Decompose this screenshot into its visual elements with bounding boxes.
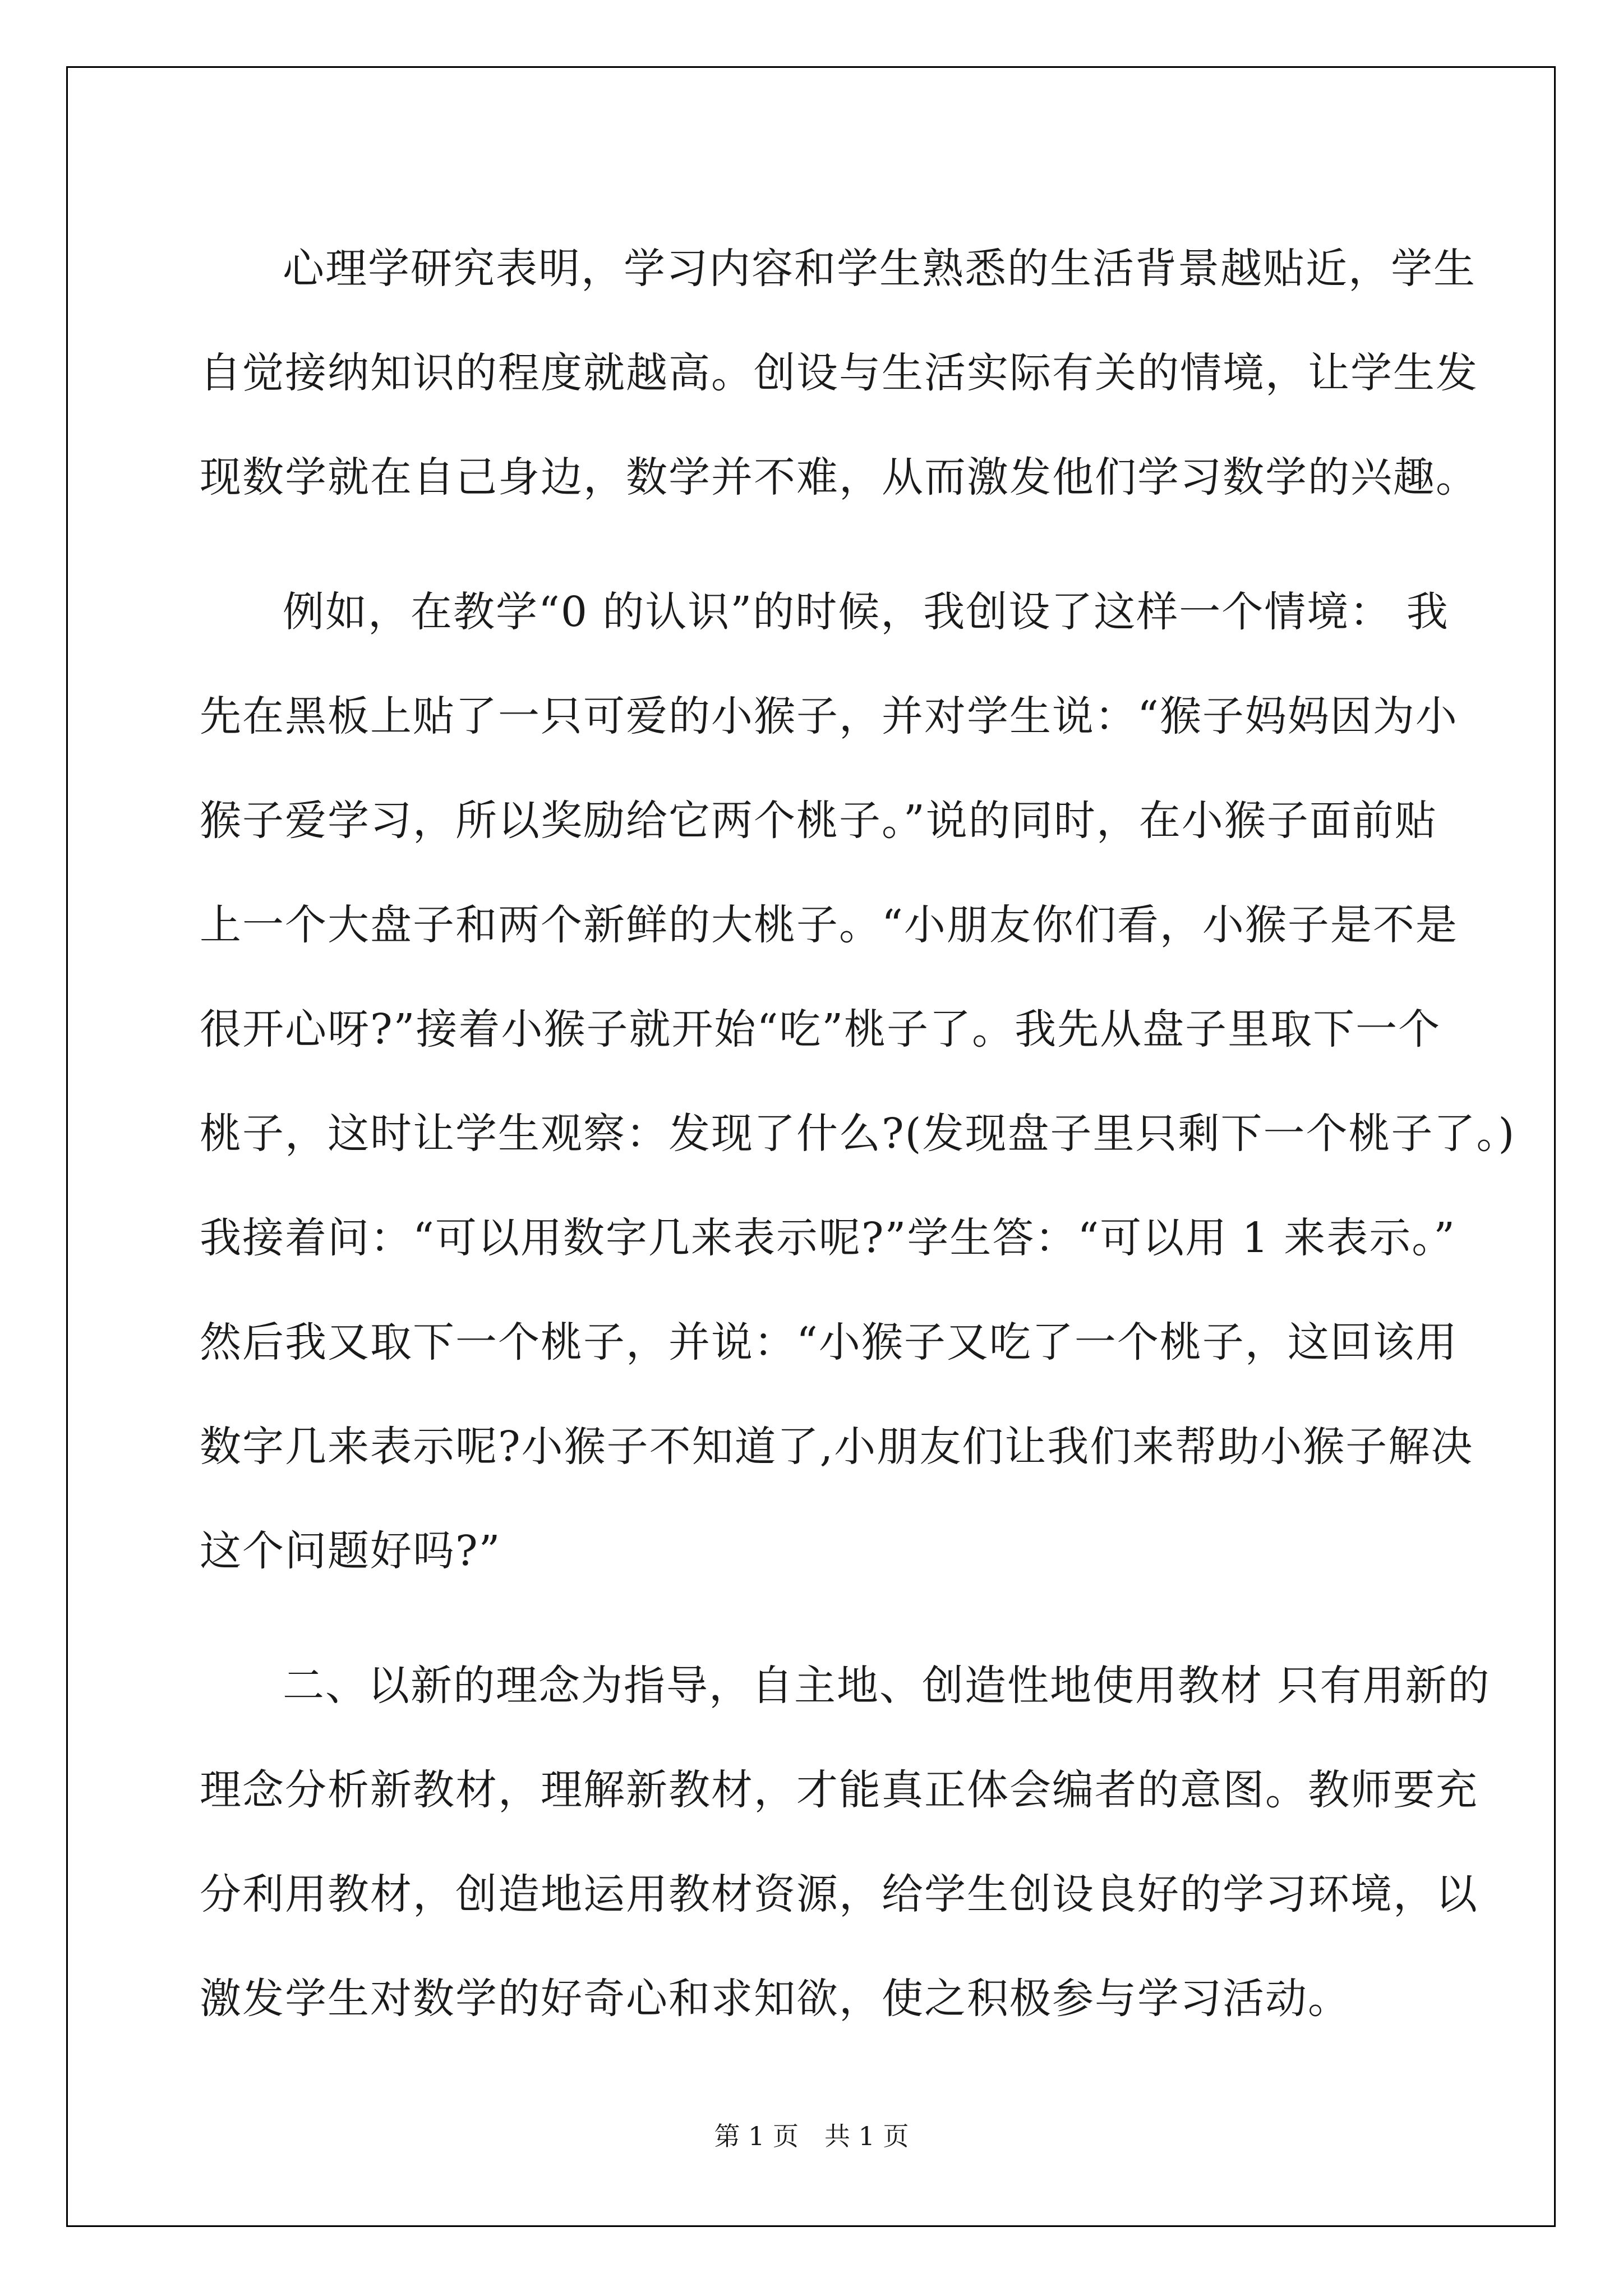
paragraph-2-line-7: 我接着问：“可以用数字几来表示呢?”学生答：“可以用 1 来表示。” [200, 1214, 1456, 1262]
paragraph-3-line-4: 激发学生对数学的好奇心和求知欲，使之积极参与学习活动。 [200, 1975, 1350, 2023]
paragraph-2-line-3: 猴子爱学习，所以奖励给它两个桃子。”说的同时，在小猴子面前贴 [200, 797, 1437, 845]
paragraph-2-line-5: 很开心呀?”接着小猴子就开始“吃”桃子了。我先从盘子里取下一个 [200, 1005, 1441, 1053]
paragraph-2-line-10: 这个问题好吗?” [200, 1527, 501, 1575]
paragraph-3-line-3: 分利用教材，创造地运用教材资源，给学生创设良好的学习环境，以 [200, 1870, 1478, 1918]
page-number: 第 1 页 共 1 页 [714, 2121, 909, 2151]
paragraph-2-line-8: 然后我又取下一个桃子，并说：“小猴子又吃了一个桃子，这回该用 [200, 1318, 1458, 1366]
paragraph-1-line-2: 自觉接纳知识的程度就越高。创设与生活实际有关的情境，让学生发 [200, 349, 1478, 397]
paragraph-2-line-6: 桃子，这时让学生观察：发现了什么?(发现盘子里只剩下一个桃子了。) [200, 1110, 1516, 1158]
paragraph-2-line-1: 例如，在教学“0 的认识”的时候，我创设了这样一个情境： 我 [283, 588, 1449, 636]
paragraph-3-line-1: 二、以新的理念为指导，自主地、创造性地使用教材 只有用新的 [283, 1662, 1491, 1710]
paragraph-1-line-3: 现数学就在自己身边，数学并不难，从而激发他们学习数学的兴趣。 [200, 453, 1478, 501]
paragraph-2-line-4: 上一个大盘子和两个新鲜的大桃子。“小朋友你们看，小猴子是不是 [200, 901, 1458, 949]
paragraph-3-line-2: 理念分析新教材，理解新教材，才能真正体会编者的意图。教师要充 [200, 1766, 1478, 1814]
paragraph-2-line-9: 数字几来表示呢?小猴子不知道了,小朋友们让我们来帮助小猴子解决 [200, 1423, 1474, 1471]
document-body [200, 217, 1516, 2051]
paragraph-1-line-1: 心理学研究表明，学习内容和学生熟悉的生活背景越贴近，学生 [283, 245, 1476, 293]
paragraph-2-line-2: 先在黑板上贴了一只可爱的小猴子，并对学生说：“猴子妈妈因为小 [200, 692, 1458, 740]
page-footer [0, 2116, 1623, 2153]
